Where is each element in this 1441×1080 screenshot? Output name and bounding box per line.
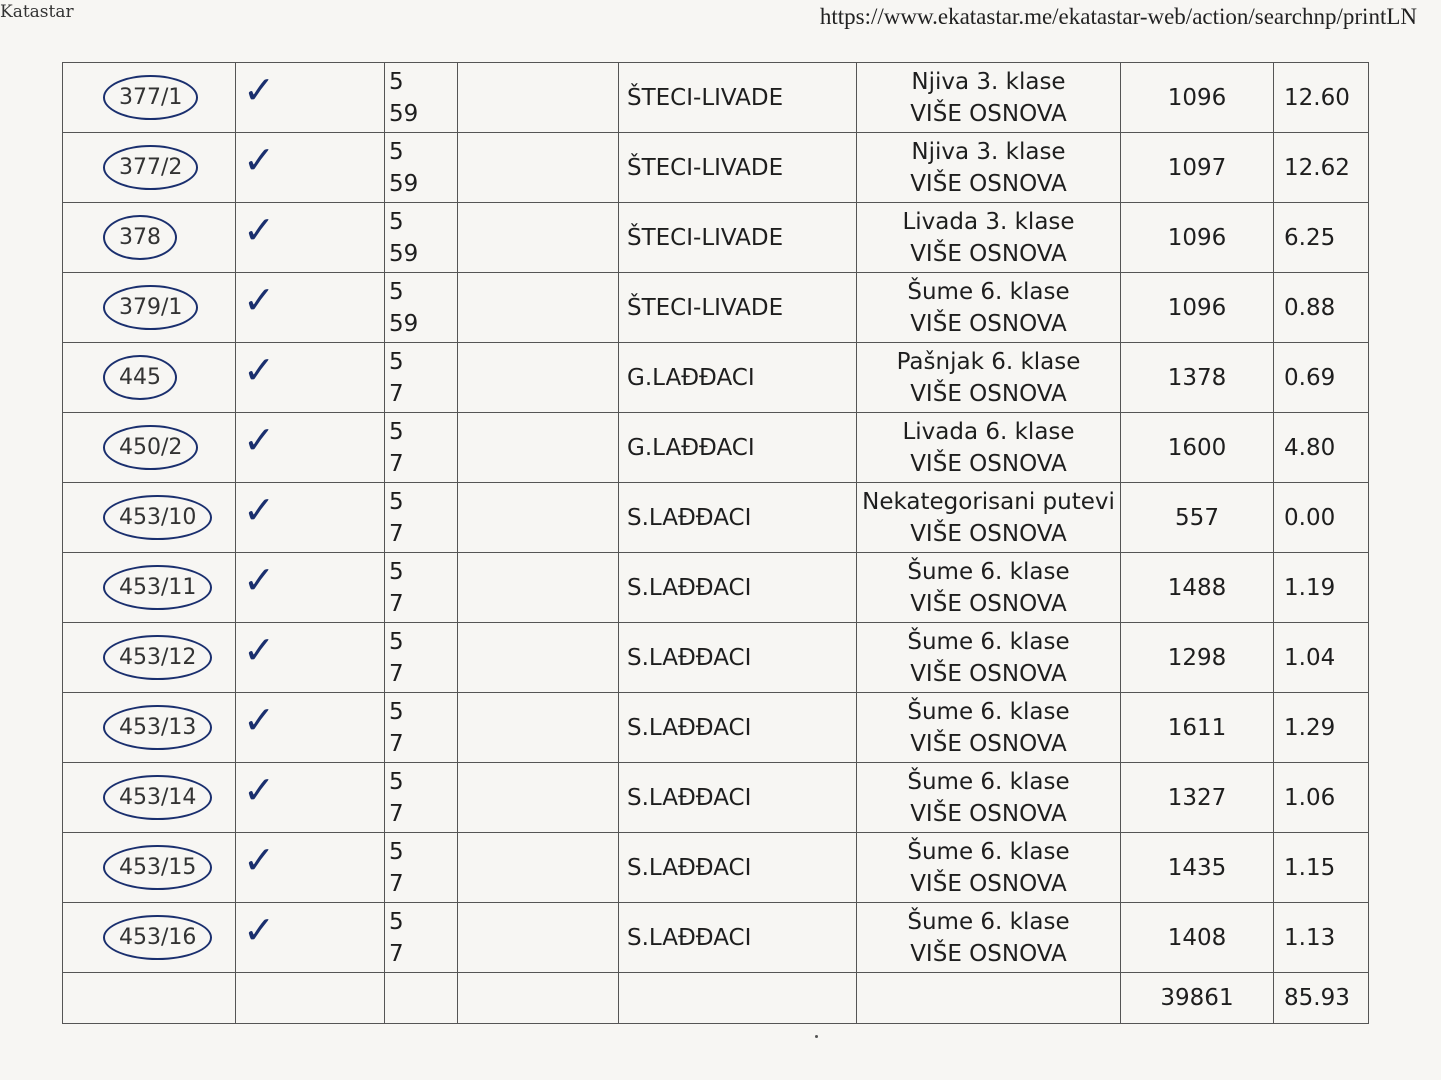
ownership-basis: VIŠE OSNOVA	[910, 380, 1067, 407]
value-cell: 12.62	[1274, 133, 1369, 203]
empty-cell	[458, 273, 619, 343]
check-icon: ✓	[243, 208, 275, 252]
table-row	[63, 203, 1369, 273]
empty-cell	[458, 833, 619, 903]
block-number: 5	[389, 418, 404, 445]
parcel-number: 377/2	[103, 145, 198, 190]
land-use-cell	[857, 63, 1121, 133]
block-list-cell	[385, 203, 458, 273]
table-row	[63, 833, 1369, 903]
parcel-number: 453/16	[103, 915, 212, 960]
list-number: 59	[389, 240, 419, 267]
block-list-cell	[385, 693, 458, 763]
location-cell: G.LAĐĐACI	[619, 413, 857, 483]
block-list-cell	[385, 833, 458, 903]
block-list-cell	[385, 763, 458, 833]
block-number: 5	[389, 838, 404, 865]
check-icon: ✓	[243, 558, 275, 602]
table-row	[63, 693, 1369, 763]
totals-row	[63, 973, 1369, 1024]
area-cell: 1488	[1121, 553, 1274, 623]
land-use: Livada 3. klase	[902, 208, 1075, 235]
value-cell: 1.29	[1274, 693, 1369, 763]
check-icon: ✓	[243, 68, 275, 112]
list-number: 59	[389, 170, 419, 197]
land-use-cell	[857, 553, 1121, 623]
ownership-basis: VIŠE OSNOVA	[910, 310, 1067, 337]
empty-cell	[458, 483, 619, 553]
value-cell: 6.25	[1274, 203, 1369, 273]
land-use-cell	[857, 133, 1121, 203]
area-cell: 1096	[1121, 273, 1274, 343]
land-use: Šume 6. klase	[907, 768, 1070, 795]
area-cell: 1096	[1121, 203, 1274, 273]
parcel-number: 377/1	[103, 75, 198, 120]
table-row	[63, 273, 1369, 343]
location-cell: ŠTECI-LIVADE	[619, 273, 857, 343]
parcel-cell	[63, 833, 275, 903]
empty-cell	[458, 343, 619, 413]
parcel-table	[62, 62, 1369, 1024]
ownership-basis: VIŠE OSNOVA	[910, 730, 1067, 757]
block-list-cell	[385, 903, 458, 973]
land-use: Šume 6. klase	[907, 838, 1070, 865]
ownership-basis: VIŠE OSNOVA	[910, 800, 1067, 827]
land-use: Nekategorisani putevi	[862, 488, 1115, 515]
parcel-number: 445	[103, 355, 177, 400]
location-cell: S.LAĐĐACI	[619, 763, 857, 833]
check-icon: ✓	[243, 348, 275, 392]
parcel-number: 378	[103, 215, 177, 260]
block-number: 5	[389, 278, 404, 305]
land-use-cell	[857, 763, 1121, 833]
check-icon: ✓	[243, 628, 275, 672]
list-number: 59	[389, 100, 419, 127]
header-url: https://www.ekatastar.me/ekatastar-web/action/searchnp/printLN	[819, 4, 1417, 29]
location-cell: ŠTECI-LIVADE	[619, 63, 857, 133]
check-icon: ✓	[243, 908, 275, 952]
table-row	[63, 483, 1369, 553]
parcel-cell	[63, 413, 275, 483]
location-cell: S.LAĐĐACI	[619, 553, 857, 623]
ownership-basis: VIŠE OSNOVA	[910, 450, 1067, 477]
location-cell: S.LAĐĐACI	[619, 623, 857, 693]
area-cell: 1611	[1121, 693, 1274, 763]
empty-cell	[458, 693, 619, 763]
parcel-cell	[63, 763, 275, 833]
block-list-cell	[385, 343, 458, 413]
empty-cell	[458, 763, 619, 833]
ownership-basis: VIŠE OSNOVA	[910, 240, 1067, 267]
check-icon: ✓	[243, 278, 275, 322]
land-use: Šume 6. klase	[907, 628, 1070, 655]
ownership-basis: VIŠE OSNOVA	[910, 870, 1067, 897]
value-cell: 1.15	[1274, 833, 1369, 903]
value-cell: 1.06	[1274, 763, 1369, 833]
empty-cell	[458, 553, 619, 623]
area-cell: 1600	[1121, 413, 1274, 483]
parcel-number: 453/11	[103, 565, 212, 610]
block-number: 5	[389, 138, 404, 165]
list-number: 7	[389, 730, 404, 757]
land-use-cell	[857, 623, 1121, 693]
area-cell: 1097	[1121, 133, 1274, 203]
parcel-cell	[63, 133, 275, 203]
list-number: 7	[389, 450, 404, 477]
parcel-table-body	[63, 63, 1369, 1024]
table-row	[63, 63, 1369, 133]
land-use-cell	[857, 693, 1121, 763]
land-use-cell	[857, 203, 1121, 273]
value-cell: 1.04	[1274, 623, 1369, 693]
block-list-cell	[385, 63, 458, 133]
land-use: Šume 6. klase	[907, 698, 1070, 725]
empty-cell	[458, 203, 619, 273]
value-cell: 4.80	[1274, 413, 1369, 483]
check-icon: ✓	[243, 418, 275, 462]
block-number: 5	[389, 768, 404, 795]
parcel-cell	[63, 693, 275, 763]
ownership-basis: VIŠE OSNOVA	[910, 940, 1067, 967]
parcel-cell	[63, 553, 275, 623]
list-number: 7	[389, 870, 404, 897]
location-cell: G.LAĐĐACI	[619, 343, 857, 413]
area-cell: 1378	[1121, 343, 1274, 413]
land-use-cell	[857, 833, 1121, 903]
area-cell: 1298	[1121, 623, 1274, 693]
parcel-number: 379/1	[103, 285, 198, 330]
ownership-basis: VIŠE OSNOVA	[910, 520, 1067, 547]
block-number: 5	[389, 698, 404, 725]
parcel-cell	[63, 63, 275, 133]
block-number: 5	[389, 208, 404, 235]
block-number: 5	[389, 488, 404, 515]
table-row	[63, 413, 1369, 483]
table-row	[63, 553, 1369, 623]
land-use-cell	[857, 413, 1121, 483]
ownership-basis: VIŠE OSNOVA	[910, 660, 1067, 687]
parcel-cell	[63, 483, 275, 553]
ownership-basis: VIŠE OSNOVA	[910, 170, 1067, 197]
list-number: 59	[389, 310, 419, 337]
land-use: Pašnjak 6. klase	[896, 348, 1081, 375]
location-cell: ŠTECI-LIVADE	[619, 133, 857, 203]
parcel-number: 453/15	[103, 845, 212, 890]
value-cell: 0.69	[1274, 343, 1369, 413]
block-number: 5	[389, 558, 404, 585]
value-cell: 0.00	[1274, 483, 1369, 553]
block-number: 5	[389, 348, 404, 375]
parcel-cell	[63, 343, 275, 413]
list-number: 7	[389, 940, 404, 967]
parcel-cell	[63, 623, 275, 693]
ownership-basis: VIŠE OSNOVA	[910, 590, 1067, 617]
land-use-cell	[857, 903, 1121, 973]
check-icon: ✓	[243, 488, 275, 532]
land-use: Livada 6. klase	[902, 418, 1075, 445]
block-list-cell	[385, 413, 458, 483]
land-use: Šume 6. klase	[907, 558, 1070, 585]
total-area: 39861	[1121, 973, 1274, 1024]
empty-cell	[458, 623, 619, 693]
block-list-cell	[385, 553, 458, 623]
location-cell: S.LAĐĐACI	[619, 693, 857, 763]
empty-cell	[458, 133, 619, 203]
block-list-cell	[385, 623, 458, 693]
area-cell: 1408	[1121, 903, 1274, 973]
list-number: 7	[389, 800, 404, 827]
block-number: 5	[389, 628, 404, 655]
land-use-cell	[857, 483, 1121, 553]
check-icon: ✓	[243, 138, 275, 182]
empty-cell	[458, 63, 619, 133]
ownership-basis: VIŠE OSNOVA	[910, 100, 1067, 127]
parcel-cell	[63, 203, 275, 273]
list-number: 7	[389, 520, 404, 547]
value-cell: 1.13	[1274, 903, 1369, 973]
parcel-number: 453/13	[103, 705, 212, 750]
total-value: 85.93	[1274, 973, 1369, 1024]
empty-cell	[458, 413, 619, 483]
land-use-cell	[857, 343, 1121, 413]
parcel-number: 450/2	[103, 425, 198, 470]
block-list-cell	[385, 483, 458, 553]
footer-dot	[815, 1035, 818, 1038]
land-use-cell	[857, 273, 1121, 343]
parcel-cell	[63, 903, 275, 973]
land-use: Šume 6. klase	[907, 908, 1070, 935]
area-cell: 1096	[1121, 63, 1274, 133]
list-number: 7	[389, 590, 404, 617]
location-cell: S.LAĐĐACI	[619, 833, 857, 903]
area-cell: 1327	[1121, 763, 1274, 833]
value-cell: 1.19	[1274, 553, 1369, 623]
check-icon: ✓	[243, 698, 275, 742]
block-number: 5	[389, 68, 404, 95]
table-row	[63, 623, 1369, 693]
parcel-number: 453/10	[103, 495, 212, 540]
location-cell: S.LAĐĐACI	[619, 483, 857, 553]
land-use: Šume 6. klase	[907, 278, 1070, 305]
location-cell: S.LAĐĐACI	[619, 903, 857, 973]
list-number: 7	[389, 660, 404, 687]
check-icon: ✓	[243, 838, 275, 882]
table-row	[63, 133, 1369, 203]
table-row	[63, 903, 1369, 973]
land-use: Njiva 3. klase	[911, 68, 1066, 95]
parcel-number: 453/14	[103, 775, 212, 820]
land-use: Njiva 3. klase	[911, 138, 1066, 165]
area-cell: 1435	[1121, 833, 1274, 903]
table-row	[63, 763, 1369, 833]
header-site-name: Katastar	[0, 2, 74, 22]
check-icon: ✓	[243, 768, 275, 812]
parcel-cell	[63, 273, 275, 343]
table-row	[63, 343, 1369, 413]
block-list-cell	[385, 273, 458, 343]
location-cell: ŠTECI-LIVADE	[619, 203, 857, 273]
empty-cell	[458, 903, 619, 973]
area-cell: 557	[1121, 483, 1274, 553]
block-number: 5	[389, 908, 404, 935]
list-number: 7	[389, 380, 404, 407]
parcel-number: 453/12	[103, 635, 212, 680]
block-list-cell	[385, 133, 458, 203]
value-cell: 0.88	[1274, 273, 1369, 343]
value-cell: 12.60	[1274, 63, 1369, 133]
